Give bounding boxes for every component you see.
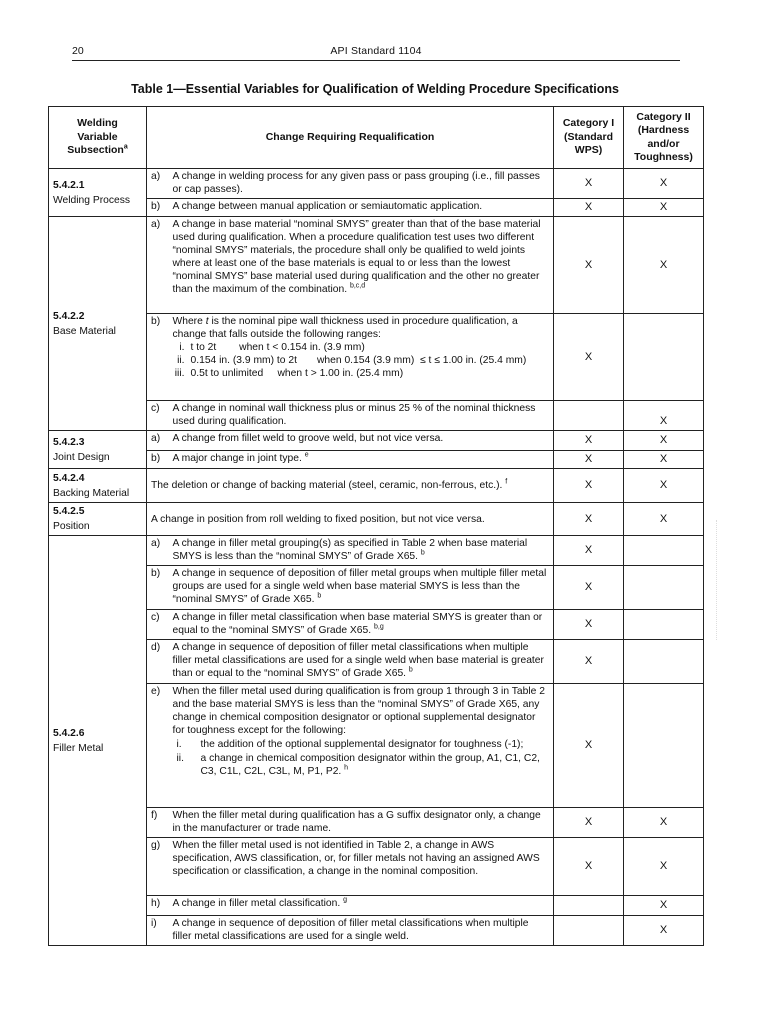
table-title: Table 1—Essential Variables for Qualification of Welding Procedure Specifications [131,82,619,96]
header-change: Change Requiring Requalification [147,107,554,169]
table-header-row [49,107,704,169]
cat1-mark: X [554,431,624,451]
page-header [72,44,680,61]
table-row: d) A change in sequence of deposition of filler metal classifications when multiple filler metal classifications are used for a single weld when base material is greater than or equal to the “nominal SMYS” of Grade X65. $^b$ X [49,640,704,684]
cat1-mark: X [554,503,624,536]
cat1-mark: X [554,684,624,808]
footnote-marker: b,g [373,623,384,631]
cat2-mark: X [624,916,704,946]
exception-item: i. the addition of the optional supplemental designator for toughness (-1); [176,739,524,750]
cat2-mark: X [624,401,704,431]
page-number: 20 [72,45,84,57]
table-row: h) A change in filler metal classification. $^g$ X [49,896,704,916]
footnote-marker: e [304,451,309,459]
cat1-mark: X [554,536,624,566]
table-row: 5.4.2.3 Joint Design a) A change from fillet weld to groove weld, but not vice versa. X X [49,431,704,451]
cat1-mark: X [554,199,624,217]
subsection-base-material: 5.4.2.2 Base Material [49,217,147,431]
cat1-mark: X [554,838,624,896]
cat2-mark: X [624,503,704,536]
cat2-mark: X [624,469,704,503]
cat1-mark: X [554,169,624,199]
subsection-joint-design: 5.4.2.3 Joint Design [49,431,147,469]
cat2-mark: X [624,838,704,896]
table-row: 5.4.2.5 Position A change in position from roll welding to fixed position, but not vice versa. X X [49,503,704,536]
cat2-mark: X [624,431,704,451]
thickness-range: iii. 0.5t to unlimited when t > 1.00 in. (25.4 mm) [174,368,404,379]
footnote-marker: a [123,143,128,151]
subsection-welding-process: 5.4.2.1 Welding Process [49,169,147,217]
table-row: b) A major change in joint type. $^e$ X X [49,451,704,469]
cat2-mark: X [624,169,704,199]
table-row: b) Where t is the nominal pipe wall thickness used in procedure qualification, a change that falls outside the following ranges: i. t to 2t when t < 0.154 in. (3.9 mm) ii. 0.154 in. (3.9 mm) to 2t when 0.154 (3.9 mm) ≤ t ≤ 1.00 in. (25.4 mm) iii. 0.5t to unlimited when t > 1.00 in. (25.4 mm) X [49,314,704,401]
footnote-marker: b [317,592,322,600]
subsection-filler-metal: 5.4.2.6 Filler Metal [49,536,147,946]
footnote-marker: g [343,896,347,904]
thickness-range: ii. 0.154 in. (3.9 mm) to 2t when 0.154 (3.9 mm) ≤ t ≤ 1.00 in. (25.4 mm) [177,355,527,366]
cat1-mark: X [554,610,624,640]
thickness-range: i. t to 2t when t < 0.154 in. (3.9 mm) [179,342,365,353]
table-row: i) A change in sequence of deposition of filler metal classifications when multiple filler metal classifications are used for a single weld. X [49,916,704,946]
footnote-marker: h [344,764,349,772]
table-row: b) A change in sequence of deposition of filler metal groups when multiple filler metal groups are used for a single weld when base material SMYS is less than the “nominal SMYS” of Grade X65. $^b$ X [49,566,704,610]
header-subsection: Welding Variable Subsection$^a$ [49,107,147,169]
cat1-mark: X [554,217,624,314]
table-row: g) When the filler metal used is not identified in Table 2, a change in AWS specification, AWS classification, or, for filler metals not having an assigned AWS specification or classification, a change in the nominal composition. X X [49,838,704,896]
footnote-marker: b,c,d [349,282,366,290]
table-row: b) A change between manual application or semiautomatic application. X X [49,199,704,217]
table-row: f) When the filler metal during qualification has a G suffix designator only, a change in the manufacturer or trade name. X X [49,808,704,838]
table-row: 5.4.2.6 Filler Metal a) A change in filler metal grouping(s) as specified in Table 2 when base material SMYS is less than the “nominal SMYS” of Grade X65. $^b$ X [49,536,704,566]
footnote-marker: b [420,549,425,557]
table-row: e) When the filler metal used during qualification is from group 1 through 3 in Table 2 and the base material SMYS is less than the “nominal SMYS” of Grade X65, any change in chemical composition designator or optional supplemental designator for toughness except for the following: i. the addition of the optional supplemental designator for toughness (-1); ii. a change in chemical composition designator within the group, A1, C1, C2, C3, C1L, C2L, C3L, M, P1, P2. $^h$ X [49,684,704,808]
header-category-1: Category I (Standard WPS) [554,107,624,169]
cat1-mark: X [554,566,624,610]
essential-variables-table [48,106,704,946]
cat2-mark: X [624,199,704,217]
cat2-mark: X [624,217,704,314]
scan-edge-mark [716,520,719,640]
subsection-backing-material: 5.4.2.4 Backing Material [49,469,147,503]
footnote-marker: f [505,478,508,486]
cat1-mark: X [554,808,624,838]
table-row: 5.4.2.2 Base Material a) A change in base material “nominal SMYS” greater than that of the base material used during qualification. When a procedure qualification test uses two different “nominal SMYS” materials, the procedure shall only be qualified to weld joints where at least one of the base materials is equal to or less than the lowest “nominal SMYS” base material used during qualification and the other no greater than the maximum of the combination. $^{b,c,d}$ X X [49,217,704,314]
cat1-mark: X [554,451,624,469]
standard-name: API Standard 1104 [330,45,422,57]
exception-item: ii. a change in chemical composition designator within the group, A1, C1, C2, C3, C1L, C2L, C3L, M, P1, P2. $^h$ [176,753,540,777]
table-row: c) A change in filler metal classification when base material SMYS is greater than or equal to the “nominal SMYS” of Grade X65. $^{b,g}$ X [49,610,704,640]
table-row: c) A change in nominal wall thickness plus or minus 25 % of the nominal thickness used during qualification. X [49,401,704,431]
cat2-mark: X [624,451,704,469]
header-category-2: Category II (Hardness and/or Toughness) [624,107,704,169]
cat2-mark: X [624,896,704,916]
cat2-mark: X [624,808,704,838]
footnote-marker: b [408,666,413,674]
subsection-position: 5.4.2.5 Position [49,503,147,536]
table-row: 5.4.2.1 Welding Process a) A change in welding process for any given pass or pass grouping (i.e., fill passes or cap passes). X X [49,169,704,199]
cat1-mark: X [554,640,624,684]
table-row: 5.4.2.4 Backing Material The deletion or change of backing material (steel, ceramic, non-ferrous, etc.). $^f$ X X [49,469,704,503]
cat1-mark: X [554,314,624,401]
cat1-mark: X [554,469,624,503]
